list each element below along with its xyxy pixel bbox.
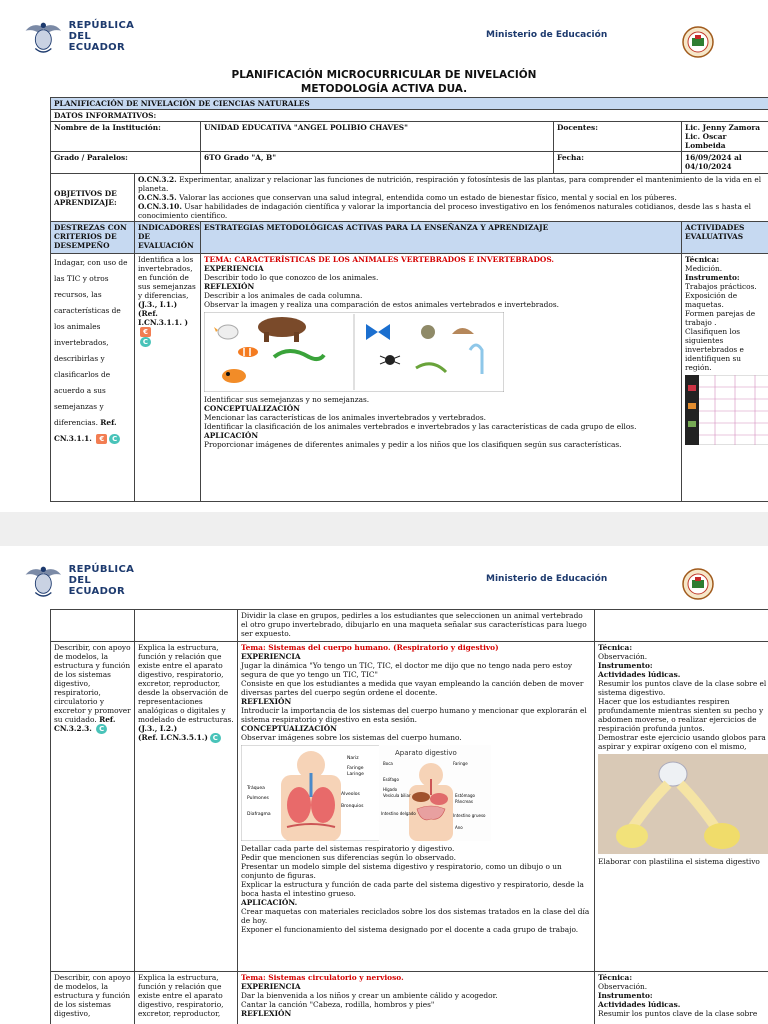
label-laringe: Laringe bbox=[347, 772, 364, 777]
row1-exp-1: Describir todo lo que conozco de los animales. bbox=[204, 273, 379, 282]
row2-aplicacion-heading: APLICACIÓN. bbox=[241, 898, 298, 907]
c-badge-icon: C bbox=[140, 337, 151, 347]
row2-after-3: Presentar un modelo simple del sistema digestivo y respiratorio, como un dibujo o un conjunto de figuras. bbox=[241, 862, 562, 880]
row1-indicador-ref-text: (Ref. I.CN.3.1.1. ) bbox=[138, 309, 188, 327]
row2-apl-1: Crear maquetas con materiales reciclados sobre los dos sistemas tratados en la clase del día de hoy. bbox=[241, 907, 590, 925]
label-vesicula: Vesícula biliar bbox=[383, 793, 411, 798]
balloon-lungs-image bbox=[598, 754, 768, 854]
objetivos-list bbox=[135, 174, 768, 222]
row1-con-2: Identificar la clasificación de los animales vertebrados e invertebrados y las características de cada grupo de ellos. bbox=[204, 422, 637, 431]
row1-ref-2: Observar la imagen y realiza una comparación de estos animales vertebrados e invertebrados. bbox=[204, 300, 559, 309]
row1b-indicador bbox=[135, 610, 238, 642]
title-line-2: METODOLOGÍA ACTIVA DUA. bbox=[300, 83, 468, 95]
row2-tema: Tema: Sistemas del cuerpo humano. (Respiratorio y digestivo) bbox=[241, 643, 499, 652]
objective-1-text: Experimentar, analizar y relacionar las funciones de nutrición, respiración y fotosíntesis de las plantas, para comprender el mantenimiento de la vida en el planeta. bbox=[138, 175, 762, 193]
row1-tecnica-heading: Técnica: bbox=[685, 255, 720, 264]
label-faringe-2: Faringe bbox=[453, 761, 468, 766]
objective-2-text: Valorar las acciones que conservan una salud integral, entendida como un estado de bienestar físico, mental y social en los púberes. bbox=[176, 193, 677, 202]
row1-actividades bbox=[682, 254, 768, 502]
row3-tema: Tema: Sistemas circulatorio y nervioso. bbox=[241, 973, 404, 982]
row1-reflexion-heading: REFLEXIÓN bbox=[204, 282, 255, 291]
datos-label: DATOS INFORMATIVOS: bbox=[51, 110, 768, 122]
ecuador-logo bbox=[22, 554, 142, 606]
label-ano: Ano bbox=[455, 825, 463, 830]
row3-exp-2: Cantar la canción "Cabeza, rodilla, hombros y pies" bbox=[241, 1000, 435, 1009]
row1-after-image: Identificar sus semejanzas y no semejanzas. bbox=[204, 395, 370, 404]
logo-line-1: REPÚBLICA bbox=[68, 19, 135, 31]
row2-tecnica: Observación. bbox=[598, 652, 648, 661]
row3-reflexion-heading: REFLEXIÓN bbox=[241, 1009, 292, 1018]
objective-3-code: O.CN.3.10. bbox=[138, 202, 182, 211]
row2-destreza-ref: Ref. CN.3.2.3. bbox=[54, 715, 116, 733]
row1-estrategias bbox=[201, 254, 682, 502]
objective-3-text: Usar habilidades de indagación científica y valorar la importancia del proceso investigativo en los fenómenos naturales cotidianos, desde las s hasta el conocimiento científico. bbox=[138, 202, 752, 220]
row3-act-1: Resumir los puntos clave de la clase sobre bbox=[598, 1009, 758, 1018]
row2-apl-2: Exponer el funcionamiento del sistema designado por el docente a cada grupo de trabajo. bbox=[241, 925, 579, 934]
c-badge-icon: C bbox=[210, 733, 221, 743]
row2-experiencia-heading: EXPERIENCIA bbox=[241, 652, 301, 661]
institution-label: Nombre de la Institución: bbox=[51, 122, 201, 152]
row3-tecnica-heading: Técnica: bbox=[598, 973, 633, 982]
row3-ludicas-heading: Actividades lúdicas. bbox=[598, 1000, 681, 1009]
row2-act-1: Resumir los puntos clave de la clase sobre el sistema digestivo. bbox=[598, 679, 767, 697]
row3-experiencia-heading: EXPERIENCIA bbox=[241, 982, 301, 991]
row2-con-1: Observar imágenes sobre los sistemas del cuerpo humano. bbox=[241, 733, 462, 742]
row2-act-4: Elaborar con plastilina el sistema digestivo bbox=[598, 857, 760, 866]
logo-line-2: DEL ECUADOR bbox=[68, 574, 125, 597]
objective-3 bbox=[138, 202, 768, 220]
row3-instrumento-heading: Instrumento: bbox=[598, 991, 653, 1000]
label-pulmones: Pulmones bbox=[247, 796, 269, 801]
row2-indicador-code: (J.3., I.2.) bbox=[138, 724, 178, 733]
digestive-title: Aparato digestivo bbox=[395, 749, 457, 757]
col-header-indicadores: INDICADORES DE EVALUACIÓN bbox=[135, 222, 201, 254]
row1b-estrategia: Dividir la clase en grupos, pedirles a los estudiantes que seleccionen un animal vertebrado el otro grupo invertebrado, dibujarlo en una maqueta señalar sus características para luego ser expuesto. bbox=[238, 610, 595, 642]
row1-apl-1: Proporcionar imágenes de diferentes animales y pedir a los niños que los clasifiquen según sus características. bbox=[204, 440, 622, 449]
document-title bbox=[0, 68, 768, 96]
docente-1: Lic. Jenny Zamora bbox=[685, 123, 761, 132]
body-systems-image bbox=[241, 745, 491, 841]
document-page-2 bbox=[0, 546, 768, 1024]
col-header-actividades: ACTIVIDADES EVALUATIVAS bbox=[682, 222, 768, 254]
col-header-estrategias: ESTRATEGIAS METODOLÓGICAS ACTIVAS PARA LA ENSEÑANZA Y APRENDIZAJE bbox=[201, 222, 682, 254]
label-higado: Hígado bbox=[383, 787, 398, 792]
ecuador-logo bbox=[22, 10, 142, 62]
row1-act-2: Exposición de maquetas. bbox=[685, 291, 738, 309]
logo-line-2: DEL ECUADOR bbox=[68, 30, 125, 53]
row1-destreza-ref: Ref. CN.3.1.1. bbox=[54, 418, 117, 443]
row2-indicador-ref-text: (Ref. I.CN.3.5.1.) bbox=[138, 733, 208, 742]
row1-experiencia-heading: EXPERIENCIA bbox=[204, 264, 264, 273]
row1-aplicacion-heading: APLICACIÓN bbox=[204, 431, 259, 440]
label-bronquios: Bronquios bbox=[341, 804, 364, 809]
col-header-destrezas: DESTREZAS CON CRITERIOS DE DESEMPEÑO bbox=[51, 222, 135, 254]
grado-label: Grado / Paralelos: bbox=[51, 152, 201, 174]
docentes-value bbox=[682, 122, 768, 152]
invertebrate-grid-image bbox=[685, 375, 768, 445]
row1-act-4: Clasifiquen los siguientes invertebrados e identifiquen su región. bbox=[685, 327, 744, 372]
ecuador-emblem-icon bbox=[22, 556, 65, 604]
row2-destreza bbox=[51, 642, 135, 972]
title-line-1: PLANIFICACIÓN MICROCURRICULAR DE NIVELACIÓN bbox=[231, 69, 537, 81]
row1-con-1: Mencionar las características de los animales invertebrados y vertebrados. bbox=[204, 413, 487, 422]
row1-act-3: Formen parejas de trabajo . bbox=[685, 309, 756, 327]
row3-exp-1: Dar la bienvenida a los niños y crear un ambiente cálido y acogedor. bbox=[241, 991, 498, 1000]
row1b-destreza bbox=[51, 610, 135, 642]
info-table bbox=[50, 97, 768, 502]
row1-indicador-code: (J.3., I.1.) bbox=[138, 300, 178, 309]
label-intestino-delgado: Intestino delgado bbox=[381, 811, 416, 816]
row3-destreza: Describir, con apoyo de modelos, la estructura y función de los sistemas digestivo, bbox=[51, 972, 135, 1024]
row2-ludicas-heading: Actividades lúdicas. bbox=[598, 670, 681, 679]
ministry-label: Ministerio de Educación bbox=[486, 574, 608, 584]
row2-reflexion-heading: REFLEXIÓN bbox=[241, 697, 292, 706]
row3-indicador: Explica la estructura, función y relación que existe entre el aparato digestivo, respiratorio, excretor, reproductor, bbox=[135, 972, 238, 1024]
row1-tema: TEMA: CARACTERÍSTICAS DE LOS ANIMALES VERTEBRADOS E INVERTEBRADOS. bbox=[204, 255, 554, 264]
label-pancreas: Páncreas bbox=[455, 799, 473, 804]
label-estomago: Estómago bbox=[455, 793, 475, 798]
fecha-1: 16/09/2024 al bbox=[685, 153, 742, 162]
label-alveolos: Alveolos bbox=[341, 792, 360, 797]
label-nariz: Nariz bbox=[347, 756, 359, 761]
row3-tecnica: Observación. bbox=[598, 982, 648, 991]
row1-destreza bbox=[51, 254, 135, 502]
label-faringe: Faringe bbox=[347, 766, 364, 771]
animals-image bbox=[204, 312, 504, 392]
e-badge-icon: € bbox=[140, 327, 151, 337]
row2-act-3: Demostrar este ejercicio usando globos para aspirar y expirar oxígeno con el mismo, bbox=[598, 733, 766, 751]
ministry-label: Ministerio de Educación bbox=[486, 30, 608, 40]
row1-destreza-text: Indagar, con uso de las TIC y otros recursos, las características de los animales invertebrados, describirlas y clasificarlos de acuerdo a sus semejanzas y diferencias. bbox=[54, 258, 128, 427]
row2-after-4: Explicar la estructura y función de cada parte del sistema digestivo y respiratorio, desde la boca hasta el intestino grueso. bbox=[241, 880, 584, 898]
logo-line-1: REPÚBLICA bbox=[68, 563, 135, 575]
objective-1-code: O.CN.3.2. bbox=[138, 175, 177, 184]
row1b-actividades bbox=[595, 610, 768, 642]
c-badge-icon: C bbox=[96, 724, 107, 734]
row2-after-1: Detallar cada parte del sistemas respiratorio y digestivo. bbox=[241, 844, 455, 853]
row1-act-1: Trabajos prácticos. bbox=[685, 282, 757, 291]
row2-ref-1: Introducir la importancia de los sistemas del cuerpo humano y mencionar que explorarán el sistema respiratorio y digestivo en esta sesión. bbox=[241, 706, 587, 724]
objective-1 bbox=[138, 175, 768, 193]
row2-indicador-ref bbox=[138, 733, 234, 743]
row2-estrategias bbox=[238, 642, 595, 972]
row1-indicador-text: Identifica a los invertebrados, en función de sus semejanzas y diferencias, bbox=[138, 255, 196, 300]
row2-indicador-text: Explica la estructura, función y relación que existe entre el aparato digestivo, respiratorio, excretor, reproductor, desde la observación de representaciones analógicas o digitales y modelado de estructuras. bbox=[138, 643, 234, 724]
row1-conceptualizacion-heading: CONCEPTUALIZACIÓN bbox=[204, 404, 300, 413]
row1-ref-1: Describir a los animales de cada columna. bbox=[204, 291, 363, 300]
row2-destreza-text: Describir, con apoyo de modelos, la estructura y función de los sistemas digestivo, respiratorio, circulatorio y excretor y promover su cuidado. bbox=[54, 643, 131, 724]
e-badge-icon: € bbox=[96, 434, 107, 444]
page-gap bbox=[0, 512, 768, 546]
fecha-2: 04/10/2024 bbox=[685, 162, 732, 171]
label-boca: Boca bbox=[383, 761, 393, 766]
row2-after-2: Pedir que mencionen sus diferencias según lo observado. bbox=[241, 853, 456, 862]
objetivos-label: OBJETIVOS DE APRENDIZAJE: bbox=[51, 174, 135, 222]
fecha-label: Fecha: bbox=[554, 152, 682, 174]
planning-table-continued bbox=[50, 609, 768, 1024]
objective-2 bbox=[138, 193, 768, 202]
school-seal-icon bbox=[682, 26, 714, 58]
row2-act-2: Hacer que los estudiantes respiren profundamente mientras sienten su pecho y abdomen moverse, o realizar ejercicios de respiración profunda juntos. bbox=[598, 697, 764, 733]
row3-estrategias bbox=[238, 972, 595, 1024]
row2-indicador bbox=[135, 642, 238, 972]
institution-value: UNIDAD EDUCATIVA "ANGEL POLIBIO CHAVES" bbox=[201, 122, 554, 152]
c-badge-icon: C bbox=[109, 434, 120, 444]
row2-conceptualizacion-heading: CONCEPTUALIZACIÓN bbox=[241, 724, 337, 733]
label-traquea: Tráquea bbox=[247, 786, 265, 791]
label-esofago: Esófago bbox=[383, 777, 399, 782]
row2-actividades bbox=[595, 642, 768, 972]
row1-tecnica: Medición. bbox=[685, 264, 723, 273]
label-diafragma: Diafragma bbox=[247, 812, 271, 817]
row1-instrumento-heading: Instrumento: bbox=[685, 273, 740, 282]
row3-actividades bbox=[595, 972, 768, 1024]
objective-2-code: O.CN.3.5. bbox=[138, 193, 177, 202]
ecuador-emblem-icon bbox=[22, 12, 65, 60]
label-intestino-grueso: Intestino grueso bbox=[453, 813, 486, 818]
plan-title: PLANIFICACIÓN DE NIVELACIÓN DE CIENCIAS NATURALES bbox=[51, 98, 768, 110]
grado-value: 6TO Grado "A, B" bbox=[201, 152, 554, 174]
row1-indicador-ref bbox=[138, 309, 197, 337]
docentes-label: Docentes: bbox=[554, 122, 682, 152]
fecha-value bbox=[682, 152, 768, 174]
row2-exp-1: Jugar la dinámica "Yo tengo un TIC, TIC, el doctor me dijo que no tengo nada pero estoy segura de que yo tengo un TIC, TIC" bbox=[241, 661, 573, 679]
docente-2: Lic. Oscar Lombeida bbox=[685, 132, 727, 150]
school-seal-icon bbox=[682, 568, 714, 600]
row1-indicador bbox=[135, 254, 201, 502]
row2-tecnica-heading: Técnica: bbox=[598, 643, 633, 652]
row2-exp-2: Consiste en que los estudiantes a medida que vayan empleando la canción deben de mover diversas partes del cuerpo según ordene el docente. bbox=[241, 679, 584, 697]
row2-instrumento-heading: Instrumento: bbox=[598, 661, 653, 670]
